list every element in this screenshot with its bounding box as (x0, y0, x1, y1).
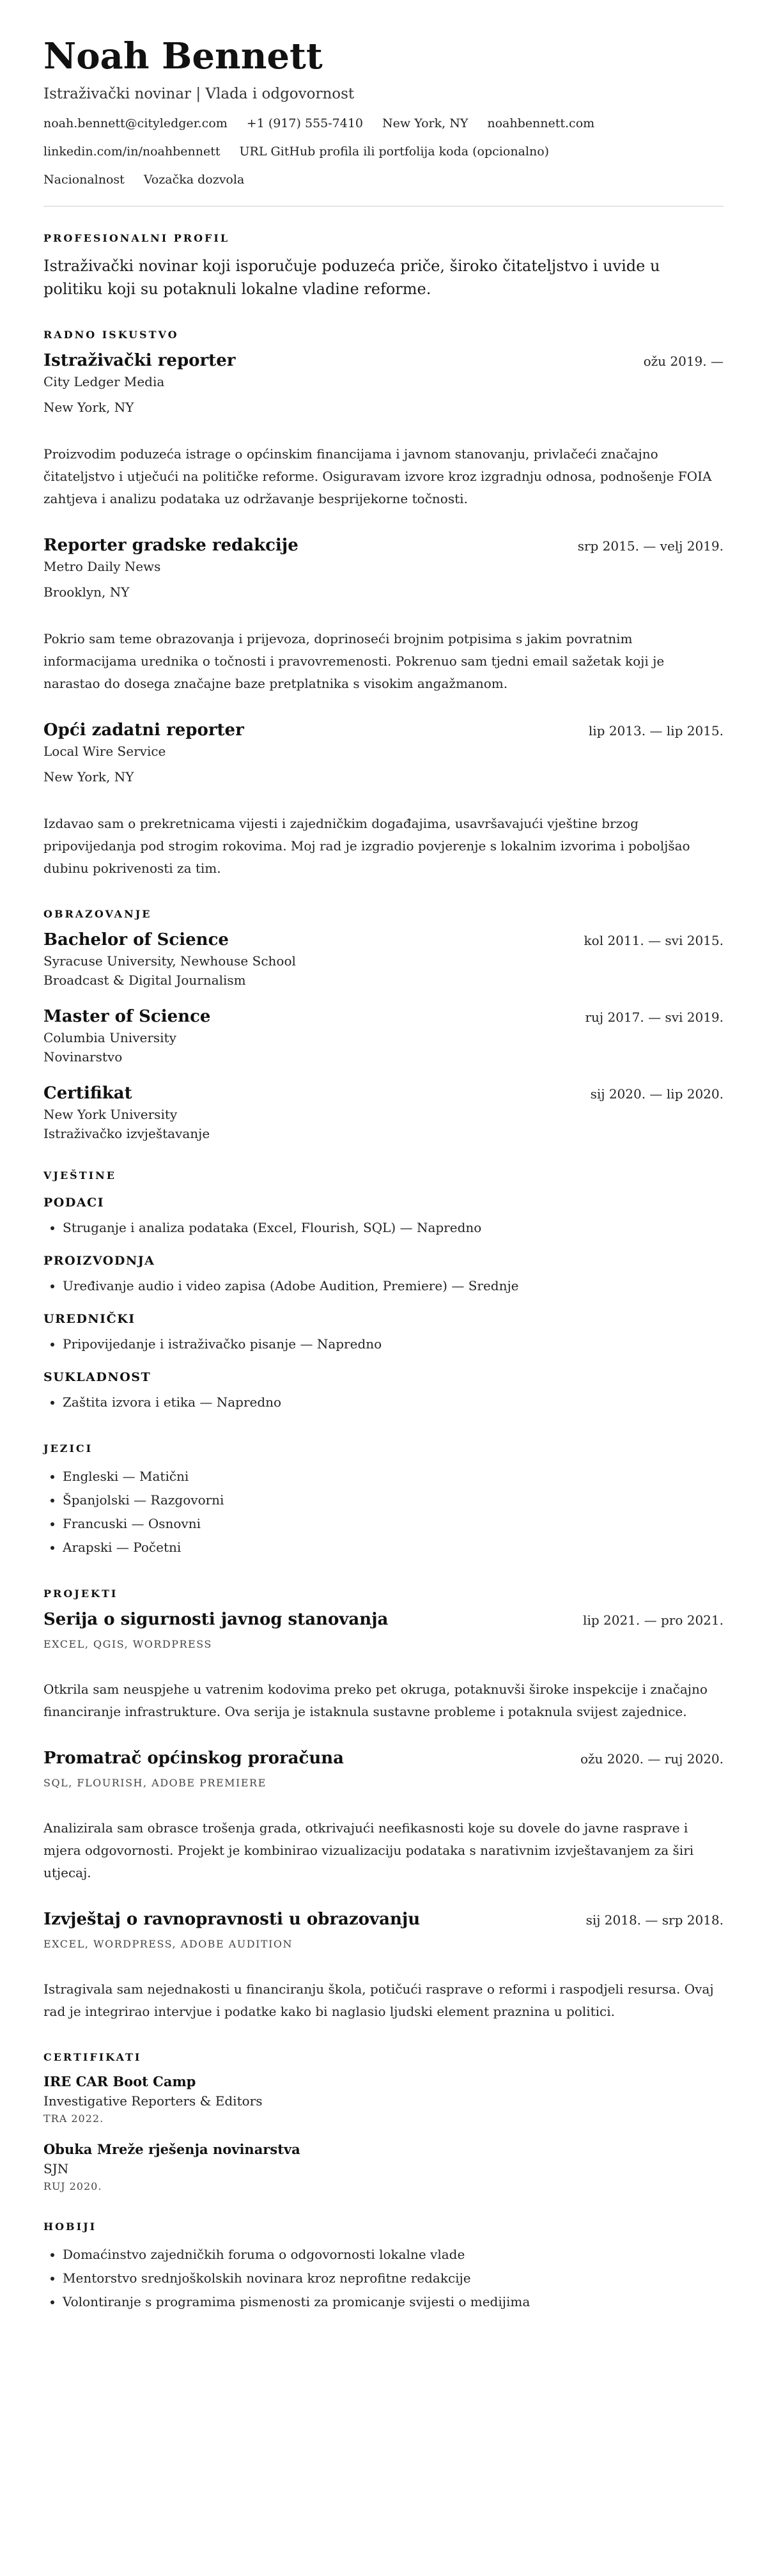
language-item: • Španjolski — Razgovorni (63, 1488, 724, 1512)
skill-list (43, 1216, 724, 1240)
entry-header (43, 1749, 724, 1768)
candidate-name: Noah Bennett (43, 35, 323, 77)
hobby-list (43, 2243, 724, 2314)
contact-row-3 (43, 173, 724, 187)
study-field: Istraživačko izvještavanje (43, 1125, 210, 1141)
skills-section (43, 1169, 724, 1414)
project-description: Analizirala sam obrasce trošenja grada, otkrivajući neefikasnosti koje su dovele do javne rasprave i mjera odgovornosti. Projekt je kombinirao vizualizaciju podataka s narativnim izvještavanjem za širi utjecaj. (43, 1820, 694, 1880)
skill-item: • Uređivanje audio i video zapisa (Adobe Audition, Premiere) — Srednje (63, 1274, 724, 1298)
project-entry (43, 1910, 724, 2023)
section-title-profile: PROFESIONALNI PROFIL (43, 231, 230, 244)
section-title-hobbies: HOBIJI (43, 2220, 97, 2233)
certificates-section (43, 2051, 724, 2192)
contact-website[interactable]: noahbennett.com (487, 116, 595, 130)
experience-entry (43, 721, 724, 880)
certificate-date: RUJ 2020. (43, 2180, 102, 2192)
profile-summary: Istraživački novinar koji isporučuje poduzeća priče, široko čitateljstvo i uvide u politiku koji su potaknuli lokalne vladine reforme. (43, 256, 660, 298)
certificate-name: Obuka Mreže rješenja novinarstva (43, 2141, 300, 2157)
project-date: lip 2021. — pro 2021. (583, 1612, 724, 1628)
experience-entry (43, 351, 724, 510)
project-entry (43, 1749, 724, 1884)
job-date: srp 2015. — velj 2019. (577, 538, 724, 554)
certificate-entry (43, 2073, 724, 2125)
contact-github[interactable]: URL GitHub profila ili portfolija koda (opcionalno) (239, 144, 550, 159)
entry-header (43, 1610, 724, 1629)
job-location: New York, NY (43, 399, 134, 415)
skill-list (43, 1391, 724, 1414)
job-location: Brooklyn, NY (43, 584, 130, 600)
project-date: sij 2018. — srp 2018. (585, 1912, 724, 1928)
school-name: New York University (43, 1106, 178, 1122)
study-field: Novinarstvo (43, 1049, 123, 1065)
degree-date: ruj 2017. — svi 2019. (585, 1009, 724, 1025)
entry-header (43, 1084, 724, 1103)
section-title-skills: VJEŠTINE (43, 1169, 116, 1182)
project-tech: SQL, FLOURISH, ADOBE PREMIERE (43, 1776, 267, 1789)
education-entry (43, 1007, 724, 1065)
language-item: • Engleski — Matični (63, 1465, 724, 1488)
language-item: • Arapski — Početni (63, 1536, 724, 1559)
hobby-item: • Volontiranje s programima pismenosti za promicanje svijesti o medijima (63, 2290, 724, 2314)
header-divider (43, 206, 724, 207)
job-description: Izdavao sam o prekretnicama vijesti i zajedničkim događajima, usavršavajući vještine brzog pripovijedanja pod strogim rokovima. Moj rad je izgradio povjerenje s lokalnim izvorima i poboljšao dubinu pokrivenosti za tim. (43, 815, 690, 876)
languages-section (43, 1442, 724, 1559)
project-tech: EXCEL, WORDPRESS, ADOBE AUDITION (43, 1937, 293, 1950)
skill-category: PROIZVODNJA (43, 1253, 155, 1268)
contact-phone[interactable]: +1 (917) 555-7410 (246, 116, 364, 130)
language-item: • Francuski — Osnovni (63, 1512, 724, 1536)
certificate-entry (43, 2141, 724, 2192)
certificate-issuer: SJN (43, 2160, 69, 2176)
contact-nationality: Nacionalnost (43, 172, 125, 187)
skill-list (43, 1274, 724, 1298)
job-description: Proizvodim poduzeća istrage o općinskim financijama i javnom stanovanju, privlačeći značajno čitateljstvo i utječući na političke reforme. Osiguravam izvore kroz izgradnju odnosa, podnošenje FOIA zahtjeva i analizu podataka uz održavanje besprijekorne točnosti. (43, 446, 712, 506)
section-title-certificates: CERTIFIKATI (43, 2050, 142, 2063)
job-date: ožu 2019. — (643, 353, 724, 369)
certificate-date: TRA 2022. (43, 2112, 104, 2125)
skill-category: SUKLADNOST (43, 1370, 151, 1384)
education-entry (43, 930, 724, 988)
entry-header (43, 536, 724, 555)
contact-email[interactable]: noah.bennett@cityledger.com (43, 116, 228, 130)
job-title: Reporter gradske redakcije (43, 535, 298, 555)
entry-header (43, 1007, 724, 1026)
projects-section (43, 1588, 724, 2023)
job-company: Metro Daily News (43, 558, 161, 574)
job-company: City Ledger Media (43, 373, 165, 389)
skill-item: • Pripovijedanje i istraživačko pisanje — Napredno (63, 1332, 724, 1356)
experience-entry (43, 536, 724, 695)
skill-item: • Struganje i analiza podataka (Excel, Flourish, SQL) — Napredno (63, 1216, 724, 1240)
contact-linkedin[interactable]: linkedin.com/in/noahbennett (43, 144, 221, 159)
entry-header (43, 351, 724, 370)
job-title: Istraživački reporter (43, 350, 236, 370)
job-company: Local Wire Service (43, 743, 166, 759)
section-title-languages: JEZICI (43, 1442, 93, 1455)
school-name: Columbia University (43, 1029, 176, 1045)
hobby-item: • Domaćinstvo zajedničkih foruma o odgovornosti lokalne vlade (63, 2243, 724, 2267)
job-description: Pokrio sam teme obrazovanja i prijevoza, doprinoseći brojnim potpisima s jakim povratnim informacijama urednika o točnosti i pravovremenosti. Pokrenuo sam tjedni email sažetak koji je narastao do dosega značajne baze pretplatnika s visokim angažmanom. (43, 630, 665, 691)
hobbies-section (43, 2221, 724, 2314)
certificate-issuer: Investigative Reporters & Editors (43, 2093, 263, 2109)
school-name: Syracuse University, Newhouse School (43, 953, 296, 969)
hobby-item: • Mentorstvo srednjoškolskih novinara kroz neprofitne redakcije (63, 2267, 724, 2290)
skill-category: UREDNIČKI (43, 1311, 136, 1326)
entry-header (43, 930, 724, 949)
degree-date: sij 2020. — lip 2020. (590, 1086, 724, 1102)
section-title-projects: PROJEKTI (43, 1587, 118, 1600)
resume-header (43, 37, 724, 187)
education-section (43, 908, 724, 1141)
job-title: Opći zadatni reporter (43, 720, 244, 740)
skill-item: • Zaštita izvora i etika — Napredno (63, 1391, 724, 1414)
contact-row-2 (43, 144, 724, 159)
project-description: Istragivala sam nejednakosti u financiranju škola, potičući rasprave o reformi i raspodjeli resursa. Ovaj rad je integrirao intervjue i podatke kako bi naglasio ljudski element praznina u politici. (43, 1981, 714, 2019)
project-name: Promatrač općinskog proračuna (43, 1748, 344, 1768)
certificate-name: IRE CAR Boot Camp (43, 2073, 196, 2089)
section-title-experience: RADNO ISKUSTVO (43, 328, 179, 341)
profile-section (43, 232, 724, 301)
experience-section (43, 329, 724, 880)
contact-license: Vozačka dozvola (143, 172, 245, 187)
skill-list (43, 1332, 724, 1356)
degree-title: Certifikat (43, 1083, 132, 1103)
project-tech: EXCEL, QGIS, WORDPRESS (43, 1637, 212, 1650)
degree-title: Master of Science (43, 1006, 211, 1026)
project-name: Izvještaj o ravnopravnosti u obrazovanju (43, 1909, 421, 1929)
entry-header (43, 721, 724, 740)
project-date: ožu 2020. — ruj 2020. (580, 1751, 724, 1767)
project-entry (43, 1610, 724, 1723)
education-entry (43, 1084, 724, 1141)
contact-row-1 (43, 116, 724, 130)
job-location: New York, NY (43, 769, 134, 785)
project-name: Serija o sigurnosti javnog stanovanja (43, 1609, 389, 1629)
degree-date: kol 2011. — svi 2015. (584, 932, 724, 948)
contact-location: New York, NY (382, 116, 469, 130)
project-description: Otkrila sam neuspjehe u vatrenim kodovima preko pet okruga, potaknuvši široke inspekcije i značajno financiranje infrastrukture. Ova serija je istaknula sustavne probleme i potaknula svijest zajednice. (43, 1681, 708, 1719)
job-date: lip 2013. — lip 2015. (588, 722, 724, 738)
study-field: Broadcast & Digital Journalism (43, 972, 246, 988)
entry-header (43, 1910, 724, 1929)
degree-title: Bachelor of Science (43, 930, 229, 949)
section-title-education: OBRAZOVANJE (43, 907, 152, 920)
headline: Istraživački novinar | Vlada i odgovornost (43, 85, 355, 102)
language-list (43, 1465, 724, 1559)
skill-category: PODACI (43, 1195, 105, 1210)
